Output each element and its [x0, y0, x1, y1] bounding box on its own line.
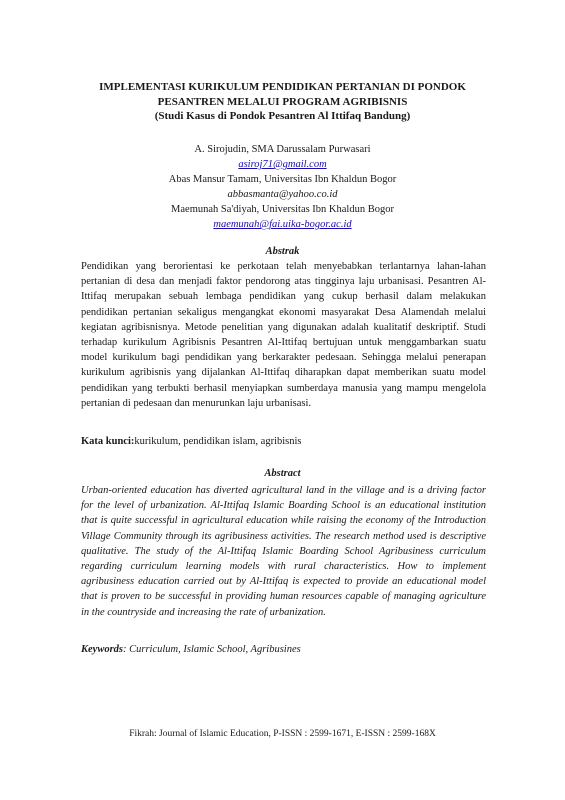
keywords [81, 644, 486, 655]
author-1-affiliation: A. Sirojudin, SMA Darussalam Purwasari [194, 144, 371, 155]
kata-kunci-value: kurikulum, pendidikan islam, agribisnis [134, 436, 302, 447]
keywords-value: : Curriculum, Islamic School, Agribusines [123, 644, 301, 655]
author-1-email-link[interactable]: asiroj71@gmail.com [238, 159, 327, 170]
author-3-affiliation: Maemunah Sa'diyah, Universitas Ibn Khaldun Bogor [171, 204, 394, 215]
abstrak-body: Pendidikan yang berorientasi ke perkotaan telah menyebabkan terlantarnya lahan-lahan pertanian di desa dan menjadi faktor pendorong atas tingginya laju urbanisasi. Pesantren Al-Ittifaq merupakan sebuah lembaga pendidikan yang cukup berhasil dalam melakukan pendidikan pertanian sekaligus mengangkat ekonomi masyarakat Desa Alamendah melalui kegiatan agribisnisnya. Metode penelitian yang digunakan adalah kualitatif deskriptif. Studi terhadap kurikulum Agribisnis Pesantren Al-Ittifaq bertujuan untuk menggambarkan suatu model kurikulum bagi pendidikan yang berkarakter pedesaan. Sehingga melalui penerapan kurikulum agribisnis yang dijalankan Al-Ittifaq diharapkan dapat memberikan suatu model pendidikan yang terbukti berhasil menyiapkan sumberdaya manusia yang mampu mengelola pertanian di pedesaan dan menurunkan laju urbanisasi. [81, 261, 486, 409]
keywords-label: Keywords [81, 644, 123, 655]
title-line-2: PESANTREN MELALUI PROGRAM AGRIBISNIS [157, 95, 408, 108]
author-2-affiliation: Abas Mansur Tamam, Universitas Ibn Khaldun Bogor [168, 174, 397, 185]
abstract-heading: Abstract [264, 468, 301, 479]
title-line-1: IMPLEMENTASI KURIKULUM PENDIDIKAN PERTANIAN DI PONDOK [99, 81, 466, 93]
author-3-email-link[interactable]: maemunah@fai.uika-bogor.ac.id [213, 219, 352, 230]
journal-footer: Fikrah: Journal of Islamic Education, P-ISSN : 2599-1671, E-ISSN : 2599-168X [129, 729, 436, 739]
abstrak-heading: Abstrak [265, 246, 300, 257]
paper-title [70, 80, 495, 124]
kata-kunci [81, 436, 486, 447]
author-2-email: abbasmanta@yahoo.co.id [227, 189, 338, 200]
title-subtitle: (Studi Kasus di Pondok Pesantren Al Ittifaq Bandung) [154, 110, 411, 122]
author-list [80, 142, 485, 232]
abstract-body: Urban-oriented education has diverted agricultural land in the village and is a driving factor for the level of urbanization. Al-Ittifaq Islamic Boarding School is an educational institution that is quite successful in agricultural education while raising the economy of the Introduction Village Community through its agribusiness activities. The research method used is descriptive qualitative. The study of the Al-Ittifaq Islamic Boarding School Agribusiness curriculum regarding curriculum learning models with rural characteristics. How to implement agribusiness education carried out by Al-Ittifaq is expected to provide an educational model that is proven to be successful in providing human resources capable of managing agriculture in the countryside and increasing the rate of urbanization. [81, 485, 486, 618]
kata-kunci-label: Kata kunci: [81, 436, 135, 447]
